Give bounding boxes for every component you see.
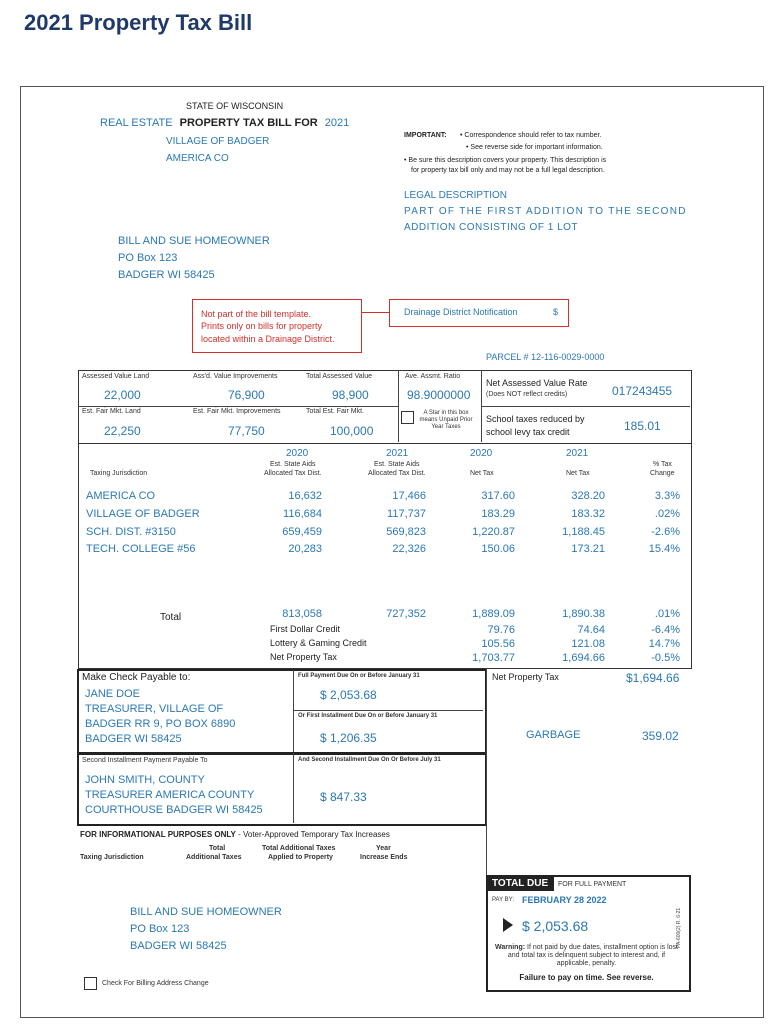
credit-pct: 14.7% — [648, 638, 680, 650]
garbage-label: GARBAGE — [526, 729, 581, 741]
star-box-note: A Star in this box means Unpaid Prior Year Taxes — [419, 410, 473, 430]
credit-2020: 79.76 — [487, 624, 515, 636]
row-pct-change: 15.4% — [648, 543, 680, 555]
second-payable-label: Second Installment Payment Payable To — [82, 757, 208, 764]
total-aids-2020: 813,058 — [282, 608, 322, 620]
billing-address-change-label: Check For Billing Address Change — [102, 980, 209, 987]
template-note-line-2: Prints only on bills for property — [201, 321, 323, 331]
ratio-label: Ave. Assmt. Ratio — [405, 373, 461, 380]
total-due-title: TOTAL DUE — [492, 878, 549, 889]
improvements-value: 76,900 — [228, 388, 265, 402]
right-net-tax-value: $1,694.66 — [626, 671, 680, 685]
assessment-col-divider — [398, 370, 399, 442]
credit-label: Net Property Tax — [270, 652, 337, 662]
payee-1-line-1: JANE DOE — [85, 688, 141, 700]
credit-2021: 74.64 — [577, 624, 605, 636]
credit-pct: -0.5% — [651, 652, 680, 664]
row-jurisdiction: SCH. DIST. #3150 — [86, 526, 176, 538]
header-jurisdiction: Taxing Jurisdiction — [90, 470, 148, 477]
informational-subtitle: - Voter-Approved Temporary Tax Increases — [235, 830, 390, 839]
first-installment-amount: $ 1,206.35 — [320, 731, 377, 745]
full-payment-amount: $ 2,053.68 — [320, 688, 377, 702]
info-col-applied: Applied to Property — [268, 854, 333, 861]
assessment-col-divider-2 — [481, 370, 482, 442]
legal-description-heading: LEGAL DESCRIPTION — [404, 190, 507, 201]
payee-1-line-3: BADGER RR 9, PO BOX 6890 — [85, 718, 236, 730]
owner-name: BILL AND SUE HOMEOWNER — [118, 235, 270, 247]
row-pct-change: -2.6% — [651, 526, 680, 538]
second-installment-label: And Second Installment Due On Or Before July 31 — [298, 757, 441, 763]
payment-col-divider — [293, 670, 294, 752]
mailing-address-1: PO Box 123 — [130, 923, 190, 935]
owner-address-1: PO Box 123 — [118, 252, 178, 264]
net-assessed-rate: 017243455 — [612, 384, 673, 398]
fair-total-value: 100,000 — [330, 424, 374, 438]
total-aids-2021: 727,352 — [386, 608, 426, 620]
total-due-amount: $ 2,053.68 — [522, 918, 589, 934]
row-tax-2021: 173.21 — [571, 543, 605, 555]
fair-land-label: Est. Fair Mkt. Land — [82, 408, 141, 415]
credit-2021: 1,694.66 — [562, 652, 605, 664]
row-tax-2020: 1,220.87 — [472, 526, 515, 538]
row-aids-2020: 20,283 — [288, 543, 322, 555]
informational-title: FOR INFORMATIONAL PURPOSES ONLY — [80, 830, 236, 839]
real-estate-label: REAL ESTATE — [100, 117, 173, 129]
row-aids-2021: 117,737 — [387, 508, 426, 520]
credit-2020: 105.56 — [481, 638, 515, 650]
total-tax-2021: 1,890.38 — [562, 608, 605, 620]
second-installment-amount: $ 847.33 — [320, 790, 367, 804]
pay-by-label: PAY BY: — [492, 897, 515, 903]
header-year-2020: 2020 — [286, 448, 309, 459]
header-tax-2020: 2020 — [470, 448, 493, 459]
pay-by-date: FEBRUARY 28 2022 — [522, 895, 607, 905]
assessment-row-divider — [78, 406, 398, 407]
header-year-2021: 2021 — [386, 448, 409, 459]
assessment-grid — [78, 370, 692, 444]
info-col-total-additional: Total Additional Taxes — [262, 845, 336, 852]
info-col-additional: Additional Taxes — [186, 854, 242, 861]
net-assessed-label: Net Assessed Value Rate — [486, 378, 588, 388]
unpaid-prior-year-star-box — [401, 411, 414, 424]
fair-total-label: Total Est. Fair Mkt. — [306, 408, 364, 415]
row-pct-change: 3.3% — [654, 490, 680, 502]
fair-land-value: 22,250 — [104, 424, 141, 438]
payee-2-line-3: COURTHOUSE BADGER WI 58425 — [85, 804, 263, 816]
row-tax-2021: 183.32 — [571, 508, 605, 520]
improvements-label: Ass'd. Value Improvements — [193, 373, 278, 380]
total-due-subtitle: FOR FULL PAYMENT — [558, 881, 627, 888]
play-arrow-icon — [503, 918, 513, 932]
bill-year: 2021 — [324, 117, 350, 129]
payee-1-line-2: TREASURER, VILLAGE OF — [85, 703, 224, 715]
school-credit-value: 185.01 — [624, 419, 661, 433]
parcel-number: PARCEL # 12-116-0029-0000 — [486, 352, 605, 362]
owner-address-2: BADGER WI 58425 — [118, 269, 215, 281]
first-installment-label: Or First Installment Due On or Before January 31 — [298, 713, 438, 719]
form-code: PA-600(2) R. 6-21 — [676, 907, 682, 948]
payee-2-line-1: JOHN SMITH, COUNTY — [85, 774, 205, 786]
assessment-row-divider-right — [481, 406, 690, 407]
row-tax-2021: 1,188.45 — [562, 526, 605, 538]
municipality-line-1: VILLAGE OF BADGER — [166, 136, 270, 147]
row-aids-2021: 569,823 — [386, 526, 426, 538]
important-label: IMPORTANT: — [404, 132, 447, 139]
row-jurisdiction: TECH. COLLEGE #56 — [86, 543, 196, 555]
payee-2-line-2: TREASURER AMERICA COUNTY — [85, 789, 255, 801]
state-label: STATE OF WISCONSIN — [186, 101, 284, 111]
billing-address-change-checkbox[interactable] — [84, 977, 97, 990]
header-pct-1: % Tax — [653, 461, 672, 468]
credit-pct: -6.4% — [651, 624, 680, 636]
drainage-label: Drainage District Notification — [404, 307, 518, 317]
important-line-3: • Be sure this description covers your property. This description is — [404, 157, 607, 164]
row-aids-2021: 22,326 — [392, 543, 426, 555]
row-jurisdiction: AMERICA CO — [86, 490, 156, 502]
total-pct: .01% — [654, 608, 680, 620]
ratio-value: 98.9000000 — [407, 388, 471, 402]
land-value: 22,000 — [104, 388, 141, 402]
header-pct-2: Change — [650, 470, 675, 477]
mailing-address-2: BADGER WI 58425 — [130, 940, 227, 952]
mailing-owner-name: BILL AND SUE HOMEOWNER — [130, 906, 282, 918]
right-net-tax-label: Net Property Tax — [492, 672, 559, 682]
template-note-line-3: located within a Drainage District. — [201, 334, 335, 344]
total-assessed-value: 98,900 — [332, 388, 369, 402]
row-aids-2021: 17,466 — [392, 490, 426, 502]
garbage-value: 359.02 — [642, 729, 679, 743]
payment-row-divider — [293, 710, 483, 711]
row-tax-2020: 317.60 — [481, 490, 515, 502]
fair-improvements-value: 77,750 — [228, 424, 265, 438]
credit-label: Lottery & Gaming Credit — [270, 638, 367, 648]
total-assessed-label: Total Assessed Value — [306, 373, 373, 380]
full-payment-label: Full Payment Due On or Before January 31 — [298, 673, 420, 679]
important-line-2: • See reverse side for important information. — [466, 144, 603, 151]
bill-for-label: PROPERTY TAX BILL FOR — [179, 117, 318, 129]
info-col-jurisdiction: Taxing Jurisdiction — [80, 854, 144, 861]
legal-description-line-1: PART OF THE FIRST ADDITION TO THE SECOND — [404, 206, 687, 217]
header-aids-2020-b: Allocated Tax Dist. — [264, 470, 322, 477]
school-credit-label-2: school levy tax credit — [486, 427, 570, 437]
municipality-line-2: AMERICA CO — [166, 153, 229, 164]
note-connector — [361, 312, 389, 313]
header-net-tax-2021: Net Tax — [566, 470, 590, 477]
payee-1-line-4: BADGER WI 58425 — [85, 733, 182, 745]
right-panel-divider — [486, 668, 487, 875]
info-col-year: Year — [376, 845, 391, 852]
fair-improvements-label: Est. Fair Mkt. Improvements — [193, 408, 281, 415]
school-credit-label-1: School taxes reduced by — [486, 414, 585, 424]
row-aids-2020: 16,632 — [288, 490, 322, 502]
header-aids-2021: Est. State Aids — [374, 461, 420, 468]
row-tax-2020: 183.29 — [481, 508, 515, 520]
page-title: 2021 Property Tax Bill — [24, 10, 253, 35]
drainage-value: $ — [553, 307, 559, 317]
credit-2021: 121.08 — [571, 638, 605, 650]
info-col-increase: Increase Ends — [360, 854, 408, 861]
row-aids-2020: 659,459 — [282, 526, 322, 538]
credit-label: First Dollar Credit — [270, 624, 341, 634]
row-tax-2020: 150.06 — [481, 543, 515, 555]
total-label: Total — [160, 612, 182, 623]
important-line-4: for property tax bill only and may not be a full legal description. — [411, 167, 605, 174]
header-aids-2021-b: Allocated Tax Dist. — [368, 470, 426, 477]
template-note-line-1: Not part of the bill template. — [201, 309, 312, 319]
header-aids-2020: Est. State Aids — [270, 461, 316, 468]
header-tax-2021: 2021 — [566, 448, 589, 459]
row-aids-2020: 116,684 — [283, 508, 322, 520]
warning-label: Warning: — [494, 944, 526, 951]
failure-note: Failure to pay on time. See reverse. — [519, 973, 654, 982]
warning-text: If not paid by due dates, installment option is lost and total tax is delinquent subject to interest and, if applicable, penalty. — [507, 944, 678, 967]
row-jurisdiction: VILLAGE OF BADGER — [86, 508, 200, 520]
net-assessed-note: (Does NOT reflect credits) — [486, 391, 568, 398]
info-col-total: Total — [209, 845, 226, 852]
payable-to-label: Make Check Payable to: — [82, 672, 191, 683]
credit-2020: 1,703.77 — [472, 652, 515, 664]
second-col-divider — [293, 753, 294, 823]
header-net-tax-2020: Net Tax — [470, 470, 494, 477]
legal-description-line-2: ADDITION CONSISTING OF 1 LOT — [404, 222, 579, 233]
land-label: Assessed Value Land — [82, 373, 150, 380]
total-tax-2020: 1,889.09 — [472, 608, 515, 620]
row-pct-change: .02% — [654, 508, 680, 520]
row-tax-2021: 328.20 — [571, 490, 605, 502]
important-line-1: • Correspondence should refer to tax number. — [460, 132, 602, 139]
